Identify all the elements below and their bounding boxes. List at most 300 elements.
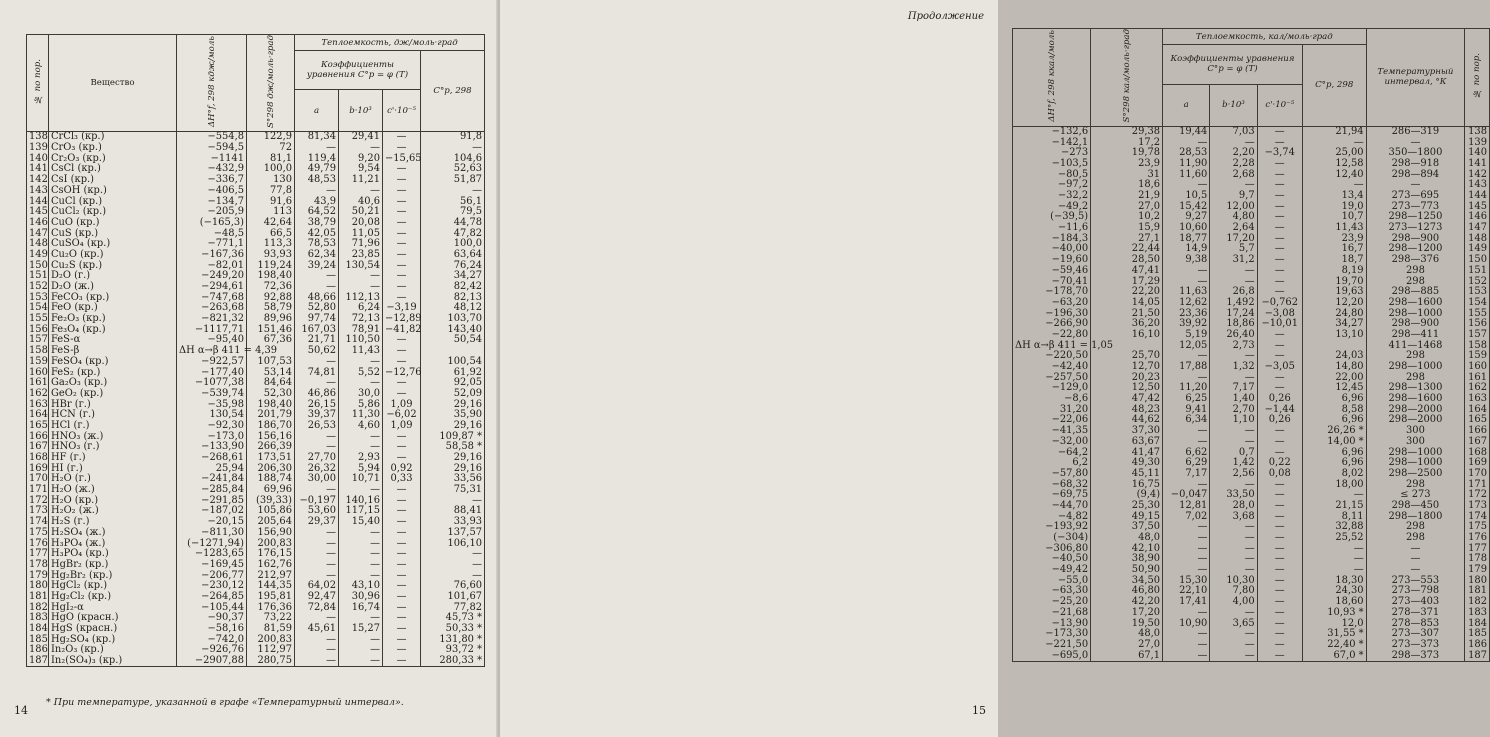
cell-interval: —: [1366, 565, 1465, 576]
cell-c: —: [1257, 212, 1302, 223]
cell-interval: 273—695: [1366, 191, 1465, 202]
cell-c: —: [1257, 618, 1302, 629]
cell-b: —: [1210, 629, 1257, 640]
cell-cp: 11,43: [1302, 223, 1366, 234]
cell-c: —: [383, 581, 421, 592]
cell-c: —: [383, 624, 421, 635]
table-row: [1013, 533, 1490, 544]
cell-a: 43,9: [295, 196, 339, 207]
table-row: [1013, 298, 1490, 309]
cell-no: 144: [1465, 191, 1490, 202]
cell-s: 23,9: [1091, 159, 1163, 170]
cell-c: —: [383, 143, 421, 154]
cell-b: —: [1210, 372, 1257, 383]
cell-no: 149: [1465, 244, 1490, 255]
cell-a: —: [295, 271, 339, 282]
cell-c: —: [383, 656, 421, 667]
cell-c: —: [383, 431, 421, 442]
table-row: [27, 175, 485, 186]
cell-s: 28,50: [1091, 255, 1163, 266]
cell-a: 7,17: [1163, 469, 1210, 480]
cell-no: 151: [1465, 265, 1490, 276]
cell-cp: 33,56: [421, 474, 485, 485]
cell-b: —: [339, 356, 383, 367]
cell-b: 6,24: [339, 303, 383, 314]
cell-b: —: [339, 549, 383, 560]
cell-interval: 298—1000: [1366, 308, 1465, 319]
cell-cp: 25,52: [1302, 533, 1366, 544]
cell-cp: 12,0: [1302, 618, 1366, 629]
cell-b: 72,13: [339, 314, 383, 325]
cell-no: 159: [1465, 351, 1490, 362]
cell-b: 15,27: [339, 624, 383, 635]
table-row: [27, 239, 485, 250]
cell-a: 11,90: [1163, 159, 1210, 170]
cell-cp: —: [421, 495, 485, 506]
cell-b: —: [339, 442, 383, 453]
cell-no: 182: [27, 602, 49, 613]
cell-s: 156,90: [247, 527, 295, 538]
table-row: [27, 581, 485, 592]
cell-no: 167: [27, 442, 49, 453]
cell-dh: −2907,88: [177, 656, 247, 667]
cell-b: 5,7: [1210, 244, 1257, 255]
cell-interval: 298—918: [1366, 159, 1465, 170]
col-header-coefficients: Коэффициенты уравнения C°p = φ (T): [295, 51, 421, 90]
table-row: [27, 185, 485, 196]
cell-a: —: [1163, 426, 1210, 437]
cell-cp: 103,70: [421, 314, 485, 325]
cell-s: 44,62: [1091, 415, 1163, 426]
cell-s: 212,97: [247, 570, 295, 581]
cell-no: 164: [1465, 404, 1490, 415]
cell-b: 40,6: [339, 196, 383, 207]
cell-c: 1,09: [383, 399, 421, 410]
cell-s: 49,15: [1091, 511, 1163, 522]
cell-c: —: [1257, 180, 1302, 191]
cell-s: 22,20: [1091, 287, 1163, 298]
cell-a: 26,15: [295, 399, 339, 410]
cell-interval: 273—1273: [1366, 223, 1465, 234]
cell-s: 27,1: [1091, 233, 1163, 244]
cell-b: 1,40: [1210, 394, 1257, 405]
cell-a: —: [295, 613, 339, 624]
cell-b: 12,00: [1210, 201, 1257, 212]
cell-a: —: [1163, 479, 1210, 490]
cell-a: 9,41: [1163, 404, 1210, 415]
cell-s: 50,90: [1091, 565, 1163, 576]
cell-c: —: [383, 335, 421, 346]
cell-s: 48,23: [1091, 404, 1163, 415]
cell-cp: 76,60: [421, 581, 485, 592]
cell-dh: −4,82: [1013, 511, 1091, 522]
cell-s: 46,80: [1091, 586, 1163, 597]
cell-c: —: [1257, 169, 1302, 180]
cell-s: 48,0: [1091, 629, 1163, 640]
cell-cp: —: [1302, 565, 1366, 576]
cell-s: 27,0: [1091, 640, 1163, 651]
cell-interval: 300: [1366, 426, 1465, 437]
cell-s: 173,51: [247, 453, 295, 464]
table-row: [1013, 148, 1490, 159]
cell-a: 21,71: [295, 335, 339, 346]
cell-b: 5,86: [339, 399, 383, 410]
cell-cp: 18,00: [1302, 479, 1366, 490]
cell-no: 160: [1465, 362, 1490, 373]
cell-c: —: [383, 645, 421, 656]
cell-dh: −132,6: [1013, 126, 1091, 137]
cell-s: 41,47: [1091, 447, 1163, 458]
cell-interval: 298—450: [1366, 501, 1465, 512]
cell-a: —: [1163, 543, 1210, 554]
cell-no: 142: [27, 175, 49, 186]
cell-no: 155: [27, 314, 49, 325]
cell-dh: −173,30: [1013, 629, 1091, 640]
cell-no: 172: [27, 495, 49, 506]
cell-no: 140: [27, 153, 49, 164]
cell-s: 156,16: [247, 431, 295, 442]
cell-b: —: [1210, 533, 1257, 544]
cell-c: —: [1257, 436, 1302, 447]
table-row: [27, 421, 485, 432]
cell-cp: 47,82: [421, 228, 485, 239]
cell-interval: 298: [1366, 265, 1465, 276]
cell-interval: 298—373: [1366, 650, 1465, 661]
cell-s: 198,40: [247, 271, 295, 282]
cell-dh: −92,30: [177, 421, 247, 432]
cell-dh: −193,92: [1013, 522, 1091, 533]
table-row: [1013, 640, 1490, 651]
cell-s: 89,96: [247, 314, 295, 325]
cell-cp: 8,11: [1302, 511, 1366, 522]
cell-s: 67,1: [1091, 650, 1163, 661]
cell-b: 1,42: [1210, 458, 1257, 469]
cell-no: 165: [1465, 415, 1490, 426]
right-thermo-table: [1012, 28, 1490, 662]
cell-s: 84,64: [247, 378, 295, 389]
cell-dh: −747,68: [177, 292, 247, 303]
table-row: [27, 485, 485, 496]
table-row: [1013, 629, 1490, 640]
cell-no: 164: [27, 410, 49, 421]
cell-no: 175: [27, 527, 49, 538]
table-row: [1013, 191, 1490, 202]
cell-dh: −432,9: [177, 164, 247, 175]
table-row: [27, 378, 485, 389]
cell-a: 22,10: [1163, 586, 1210, 597]
cell-b: 7,17: [1210, 383, 1257, 394]
cell-interval: 411—1468: [1366, 340, 1465, 351]
cell-cp: 29,16: [421, 463, 485, 474]
cell-a: —: [1163, 276, 1210, 287]
cell-cp: 91,8: [421, 132, 485, 143]
cell-no: 165: [27, 421, 49, 432]
cell-interval: 298—376: [1366, 255, 1465, 266]
cell-c: −10,01: [1257, 319, 1302, 330]
cell-s: 205,64: [247, 517, 295, 528]
cell-dh: −273: [1013, 148, 1091, 159]
cell-cp: 79,5: [421, 207, 485, 218]
cell-dh: (−39,5): [1013, 212, 1091, 223]
cell-cp: 56,1: [421, 196, 485, 207]
cell-a: 48,66: [295, 292, 339, 303]
table-row: [27, 282, 485, 293]
cell-cp: 6,96: [1302, 447, 1366, 458]
right-table-body: [1013, 126, 1490, 661]
cell-a: —: [1163, 650, 1210, 661]
cell-dh: 130,54: [177, 410, 247, 421]
table-row: [1013, 565, 1490, 576]
cell-s: 113,3: [247, 239, 295, 250]
cell-a: 26,53: [295, 421, 339, 432]
cell-s: 81,1: [247, 153, 295, 164]
cell-c: —: [1257, 479, 1302, 490]
cell-a: 27,70: [295, 453, 339, 464]
cell-c: —: [383, 453, 421, 464]
cell-dh: −771,1: [177, 239, 247, 250]
cell-dh: −142,1: [1013, 137, 1091, 148]
cell-s: 201,79: [247, 410, 295, 421]
cell-no: 172: [1465, 490, 1490, 501]
cell-no: 174: [1465, 511, 1490, 522]
cell-a: 78,53: [295, 239, 339, 250]
cell-no: 145: [1465, 201, 1490, 212]
table-row: [27, 250, 485, 261]
cell-no: 141: [27, 164, 49, 175]
cell-c: —: [383, 218, 421, 229]
cell-cp: 93,72 *: [421, 645, 485, 656]
col-header-a: a: [295, 90, 339, 132]
cell-b: 5,52: [339, 367, 383, 378]
cell-c: —: [383, 538, 421, 549]
cell-cp: 33,93: [421, 517, 485, 528]
cell-cp: 12,58: [1302, 159, 1366, 170]
cell-b: 1,32: [1210, 362, 1257, 373]
cell-substance: HgS (красн.): [49, 624, 177, 635]
cell-a: —: [295, 656, 339, 667]
cell-dh: −13,90: [1013, 618, 1091, 629]
cell-c: —: [383, 549, 421, 560]
cell-interval: 298—411: [1366, 330, 1465, 341]
cell-c: 0,33: [383, 474, 421, 485]
cell-dh: −742,0: [177, 634, 247, 645]
cell-cp: —: [421, 570, 485, 581]
table-row: [1013, 597, 1490, 608]
cell-s: (39,33): [247, 495, 295, 506]
cell-s: 16,10: [1091, 330, 1163, 341]
cell-dh: −1283,65: [177, 549, 247, 560]
cell-interval: 298: [1366, 351, 1465, 362]
col-header-c-right: c'·10⁻⁵: [1257, 84, 1302, 126]
cell-interval: 298: [1366, 533, 1465, 544]
cell-substance: CsOH (кр.): [49, 185, 177, 196]
cell-a: 11,60: [1163, 169, 1210, 180]
cell-cp: 106,10: [421, 538, 485, 549]
cell-s: (9,4): [1091, 490, 1163, 501]
cell-no: 153: [1465, 287, 1490, 298]
cell-b: 117,15: [339, 506, 383, 517]
cell-dh: −196,30: [1013, 308, 1091, 319]
cell-s: 280,75: [247, 656, 295, 667]
cell-no: 151: [27, 271, 49, 282]
cell-interval: ≤ 273: [1366, 490, 1465, 501]
cell-a: —: [295, 634, 339, 645]
cell-cp: 50,33 *: [421, 624, 485, 635]
cell-s: 206,30: [247, 463, 295, 474]
table-row: [1013, 650, 1490, 661]
cell-a: 11,20: [1163, 383, 1210, 394]
cell-b: —: [1210, 426, 1257, 437]
cell-s: 12,50: [1091, 383, 1163, 394]
cell-dh: −20,15: [177, 517, 247, 528]
cell-s: 19,78: [1091, 148, 1163, 159]
cell-b: 30,0: [339, 389, 383, 400]
col-header-c: c'·10⁻⁵: [383, 90, 421, 132]
cell-a: —: [295, 560, 339, 571]
cell-a: 14,9: [1163, 244, 1210, 255]
cell-no: 148: [1465, 233, 1490, 244]
cell-c: —: [383, 239, 421, 250]
cell-dh: 31,20: [1013, 404, 1091, 415]
cell-substance: FeS-β: [49, 346, 177, 357]
table-row: [27, 527, 485, 538]
cell-s: 27,0: [1091, 201, 1163, 212]
cell-interval: 298—2500: [1366, 469, 1465, 480]
cell-a: —: [295, 549, 339, 560]
cell-b: 2,68: [1210, 169, 1257, 180]
cell-b: 2,20: [1210, 148, 1257, 159]
cell-substance: CuCl (кр.): [49, 196, 177, 207]
cell-c: —: [383, 175, 421, 186]
cell-cp: 88,41: [421, 506, 485, 517]
cell-c: −15,65: [383, 153, 421, 164]
cell-s: 91,6: [247, 196, 295, 207]
cell-c: −41,82: [383, 324, 421, 335]
cell-dh: −80,5: [1013, 169, 1091, 180]
cell-cp: 24,30: [1302, 586, 1366, 597]
table-row: [27, 463, 485, 474]
cell-b: 2,64: [1210, 223, 1257, 234]
cell-substance: CuSO₄ (кр.): [49, 239, 177, 250]
cell-no: 181: [1465, 586, 1490, 597]
cell-s: 19,50: [1091, 618, 1163, 629]
table-row: [27, 592, 485, 603]
cell-b: —: [1210, 554, 1257, 565]
col-header-coefficients-right: Коэффициенты уравнения C°p = φ (T): [1163, 45, 1303, 85]
cell-a: 48,53: [295, 175, 339, 186]
cell-cp: 100,54: [421, 356, 485, 367]
cell-cp: 52,09: [421, 389, 485, 400]
cell-dh: −285,84: [177, 485, 247, 496]
cell-no: 144: [27, 196, 49, 207]
cell-cp: 10,93 *: [1302, 607, 1366, 618]
cell-a: 42,05: [295, 228, 339, 239]
cell-a: —: [295, 645, 339, 656]
cell-dh: −206,77: [177, 570, 247, 581]
table-row: [27, 260, 485, 271]
cell-s: 200,83: [247, 634, 295, 645]
cell-substance: HCN (г.): [49, 410, 177, 421]
cell-a: 17,88: [1163, 362, 1210, 373]
cell-c: —: [383, 346, 421, 357]
cell-cp: 18,30: [1302, 575, 1366, 586]
cell-no: 167: [1465, 436, 1490, 447]
cell-a: —: [1163, 607, 1210, 618]
cell-dh: −173,0: [177, 431, 247, 442]
left-page: [0, 0, 498, 737]
cell-cp: 26,26 *: [1302, 426, 1366, 437]
cell-c: —: [1257, 511, 1302, 522]
cell-no: 145: [27, 207, 49, 218]
cell-substance: In₂(SO₄)₃ (кр.): [49, 656, 177, 667]
cell-c: —: [1257, 137, 1302, 148]
cell-cp: —: [1302, 543, 1366, 554]
cell-dh: −35,98: [177, 399, 247, 410]
cell-s: 151,46: [247, 324, 295, 335]
cell-no: 179: [1465, 565, 1490, 576]
cell-a: 10,5: [1163, 191, 1210, 202]
cell-b: —: [339, 431, 383, 442]
table-row: [1013, 362, 1490, 373]
cell-dh: −58,16: [177, 624, 247, 635]
cell-s: 112,97: [247, 645, 295, 656]
cell-cp: 32,88: [1302, 522, 1366, 533]
cell-interval: 286—319: [1366, 126, 1465, 137]
left-table-body: [27, 132, 485, 667]
cell-a: 38,79: [295, 218, 339, 229]
cell-b: 78,91: [339, 324, 383, 335]
cell-substance: H₃PO₄ (ж.): [49, 538, 177, 549]
cell-cp: 280,33 *: [421, 656, 485, 667]
cell-a: 119,4: [295, 153, 339, 164]
cell-b: 30,96: [339, 592, 383, 603]
cell-no: 152: [1465, 276, 1490, 287]
cell-s: 81,59: [247, 624, 295, 635]
cell-no: 158: [1465, 340, 1490, 351]
table-row: [1013, 607, 1490, 618]
table-row: [27, 474, 485, 485]
col-header-interval: Температурный интервал, °К: [1366, 29, 1465, 127]
cell-no: 156: [27, 324, 49, 335]
cell-a: 9,27: [1163, 212, 1210, 223]
cell-no: 166: [27, 431, 49, 442]
cell-a: 39,24: [295, 260, 339, 271]
cell-dh: −264,85: [177, 592, 247, 603]
cell-c: —: [1257, 426, 1302, 437]
cell-s: 18,6: [1091, 180, 1163, 191]
cell-cp: 24,80: [1302, 308, 1366, 319]
cell-dh: −95,40: [177, 335, 247, 346]
cell-cp: [421, 346, 485, 357]
cell-s: 66,5: [247, 228, 295, 239]
cell-s: 119,24: [247, 260, 295, 271]
cell-dh: −82,01: [177, 260, 247, 271]
cell-substance: FeCO₃ (кр.): [49, 292, 177, 303]
cell-b: 9,54: [339, 164, 383, 175]
cell-substance: H₂O (кр.): [49, 495, 177, 506]
page-number-right: 15: [972, 704, 986, 717]
cell-c: —: [1257, 447, 1302, 458]
cell-no: 176: [27, 538, 49, 549]
cell-no: 141: [1465, 159, 1490, 170]
cell-cp: 131,80 *: [421, 634, 485, 645]
cell-dh: 6,2: [1013, 458, 1091, 469]
cell-interval: 298—2000: [1366, 415, 1465, 426]
cell-dh: −64,2: [1013, 447, 1091, 458]
cell-cp: 22,40 *: [1302, 640, 1366, 651]
cell-b: 4,80: [1210, 212, 1257, 223]
cell-b: —: [339, 613, 383, 624]
